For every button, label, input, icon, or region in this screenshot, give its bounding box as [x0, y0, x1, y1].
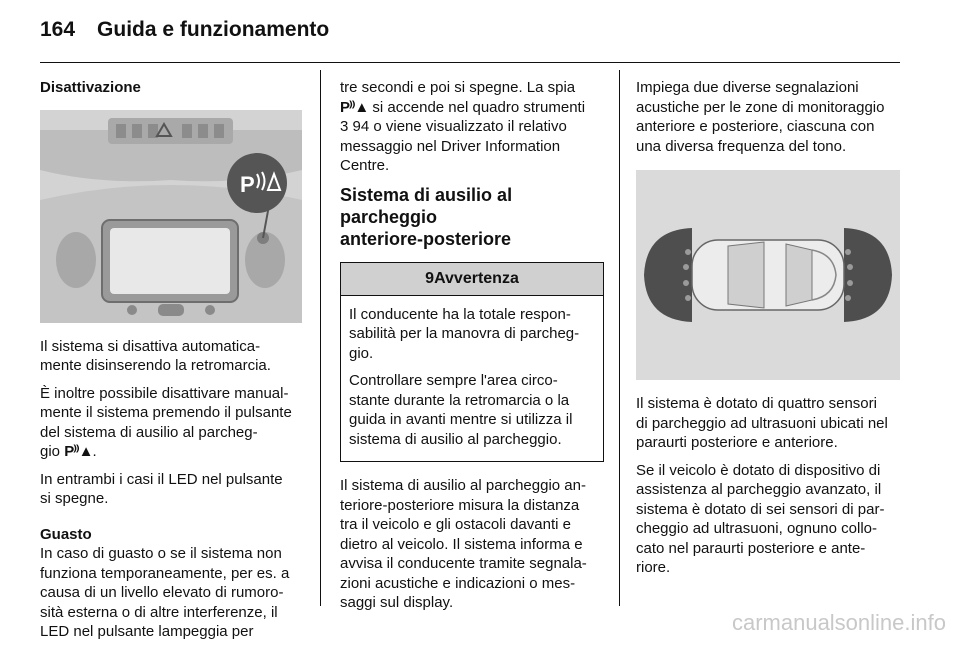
deactivation-heading: Disattivazione [40, 79, 141, 96]
page-header [40, 18, 329, 42]
sensor-zones-figure [636, 170, 900, 380]
column-divider-2 [619, 70, 620, 606]
warning-title: Avvertenza [434, 269, 519, 287]
park-assist-icon: P⁾⁾▲ [64, 443, 93, 460]
acoustic-signals-paragraph: Impiega due diverse segnalazioni acustiche per le zone di monitoraggio anteriore e posteriore, ciascuna con una diversa frequenza del tono. [636, 79, 885, 155]
deactivation-paragraph-2: È inoltre possibile disattivare manual- mente il sistema premendo il pulsante del sistema di ausilio al parcheg- gio P⁾⁾▲. [40, 384, 292, 460]
indicator-paragraph: tre secondi e poi si spegne. La spia P⁾⁾▲ si accende nel quadro strumenti 3 94 o viene visualizzato il relativo messaggio nel Driver Information Centre. [340, 79, 586, 174]
dashboard-figure [40, 110, 302, 323]
deactivation-paragraph-2-text: È inoltre possibile disattivare manual- mente il sistema premendo il pulsante del sistema di ausilio al parcheg- gio [40, 384, 292, 460]
warning-triangle-icon: 9 [425, 269, 435, 287]
park-assist-button-label: P [240, 171, 255, 197]
warning-paragraph-2: Controllare sempre l'area circo- stante durante la retromarcia o la guida in avanti mentre si utilizza il sistema di ausilio al parcheggio. [349, 372, 573, 448]
header-rule [40, 62, 900, 63]
column-divider-1 [320, 70, 321, 606]
warning-header [341, 263, 603, 296]
section-heading: Sistema di ausilio al parcheggio anteriore-posteriore [340, 184, 513, 249]
system-description-paragraph: Il sistema di ausilio al parcheggio an- teriore-posteriore misura la distanza tra il veicolo e gli ostacoli davanti e dietro al veicolo. Il sistema informa e avvisa il conducente tramite segnala- zioni acustiche e indicazioni o mes- saggi sul display. [340, 477, 587, 611]
page-title: Guida e funzionamento [97, 18, 330, 41]
column-1 [40, 78, 304, 650]
deactivation-paragraph-1: Il sistema si disattiva automatica- mente disinserendo la retromarcia. [40, 337, 271, 374]
watermark: carmanualsonline.info [731, 610, 946, 635]
dashboard-illustration [40, 110, 302, 323]
warning-paragraph-1: Il conducente ha la totale respon- sabilità per la manovra di parcheg- gio. [349, 305, 580, 362]
page-reference-link[interactable]: 3 94 [340, 118, 370, 135]
sensors-paragraph: Il sistema è dotato di quattro sensori di parcheggio ad ultrasuoni ubicati nel paraurti posteriore e anteriore. [636, 395, 888, 451]
park-assist-indicator-icon: P⁾⁾▲ [340, 98, 369, 116]
car-sensor-illustration [636, 170, 900, 380]
column-3 [636, 78, 902, 586]
column-2 [340, 78, 604, 621]
page-number: 164 [40, 18, 76, 41]
fault-paragraph: In caso di guasto o se il sistema non funziona temporaneamente, per es. a causa di un livello elevato di rumoro- sità esterna o di altre interferenze, il LED nel pulsante lampeggia per [40, 545, 290, 640]
warning-box [340, 262, 604, 463]
advanced-sensors-paragraph: Se il veicolo è dotato di dispositivo di assistenza al parcheggio avanzato, il sistema è dotato di sei sensori di par- cheggio ad ultrasuoni, ognuno collo- cato nel paraurti posteriore e ante- riore. [636, 461, 885, 576]
fault-heading: Guasto [40, 525, 92, 543]
deactivation-paragraph-3: In entrambi i casi il LED nel pulsante si spegne. [40, 470, 283, 507]
